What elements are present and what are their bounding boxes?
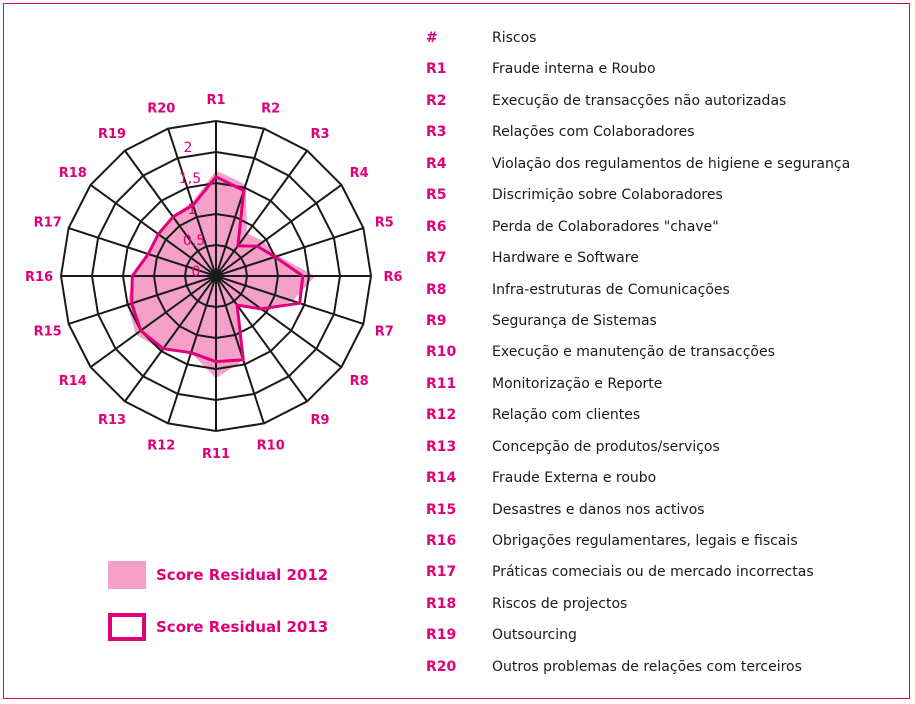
axis-label: R9 (310, 413, 330, 429)
risk-code-header: # (426, 30, 438, 46)
axis-label: R20 (147, 101, 176, 117)
axis-label: R6 (383, 270, 403, 285)
risk-name: Relações com Colaboradores (492, 124, 695, 141)
risk-name: Obrigações regulamentares, legais e fiscais (492, 533, 798, 549)
risk-code: R10 (426, 344, 457, 361)
risk-code: R9 (426, 312, 447, 329)
risk-code: R3 (426, 124, 447, 141)
legend-label-2012: Score Residual 2012 (156, 566, 329, 584)
risk-code: R1 (426, 61, 447, 78)
risk-name: Execução e manutenção de transacções (492, 344, 775, 361)
axis-label: R12 (147, 438, 176, 454)
risk-name: Relação com clientes (492, 407, 641, 424)
risk-name: Execução de transacções não autorizadas (492, 92, 787, 109)
risk-code: R7 (426, 250, 447, 267)
risk-code: R5 (426, 187, 447, 204)
risk-name: Concepção de produtos/serviços (492, 438, 720, 455)
risk-code: R6 (426, 218, 447, 235)
axis-label: R8 (349, 374, 369, 389)
risk-code: R14 (426, 470, 457, 487)
axis-label: R14 (58, 374, 87, 389)
axis-label: R2 (261, 101, 281, 117)
axis-label: R19 (97, 126, 127, 142)
axis-label: R3 (310, 126, 330, 142)
risk-name: Práticas comeciais ou de mercado incorrectas (492, 564, 814, 581)
axis-label: R4 (349, 166, 369, 181)
legend-swatch-2013 (108, 613, 146, 641)
risk-code: R11 (426, 375, 457, 392)
risk-name: Monitorização e Reporte (492, 375, 663, 392)
axis-label: R11 (201, 447, 231, 462)
scale-label: 0,5 (182, 233, 206, 249)
risk-name: Perda de Colaboradores "chave" (492, 218, 719, 235)
axis-label: R5 (374, 215, 394, 231)
risk-code: R8 (426, 281, 447, 298)
axis-label: R1 (206, 93, 226, 108)
axis-label: R10 (256, 438, 285, 454)
risk-code: R17 (426, 564, 457, 581)
legend-swatch-2012 (108, 561, 146, 589)
risk-name: Violação dos regulamentos de higiene e segurança (492, 155, 851, 172)
axis-label: R17 (33, 215, 62, 231)
scale-label: 2 (183, 140, 193, 156)
risk-code: R18 (426, 595, 457, 612)
legend-label-2013: Score Residual 2013 (156, 618, 329, 636)
axis-label: R13 (97, 413, 127, 429)
risk-code: R20 (426, 658, 457, 675)
risk-name: Discrimição sobre Colaboradores (492, 187, 723, 204)
risk-name: Desastres e danos nos activos (492, 501, 705, 518)
risk-name: Infra-estruturas de Comunicações (492, 281, 730, 298)
risk-code: R2 (426, 92, 447, 109)
axis-label: R7 (374, 324, 394, 340)
risk-name: Segurança de Sistemas (492, 312, 657, 329)
risk-name-header: Riscos (492, 30, 537, 46)
risk-code: R16 (426, 533, 457, 549)
risk-code: R19 (426, 627, 457, 644)
risk-code: R12 (426, 407, 457, 424)
risk-name: Hardware e Software (492, 250, 639, 267)
risk-name: Outros problemas de relações com terceiros (492, 658, 802, 675)
axis-label: R18 (58, 166, 87, 181)
scale-label: 1 (187, 202, 197, 218)
risk-name: Fraude interna e Roubo (492, 61, 656, 78)
risk-name: Outsourcing (492, 627, 577, 644)
risk-name: Riscos de projectos (492, 595, 628, 612)
axis-label: R15 (33, 324, 62, 340)
risk-code: R15 (426, 501, 457, 518)
scale-label: 0 (191, 264, 201, 280)
axis-label: R16 (24, 270, 54, 285)
risk-code: R4 (426, 155, 447, 172)
risk-name: Fraude Externa e roubo (492, 470, 657, 487)
scale-label: 1,5 (178, 171, 202, 187)
risk-code: R13 (426, 438, 457, 455)
